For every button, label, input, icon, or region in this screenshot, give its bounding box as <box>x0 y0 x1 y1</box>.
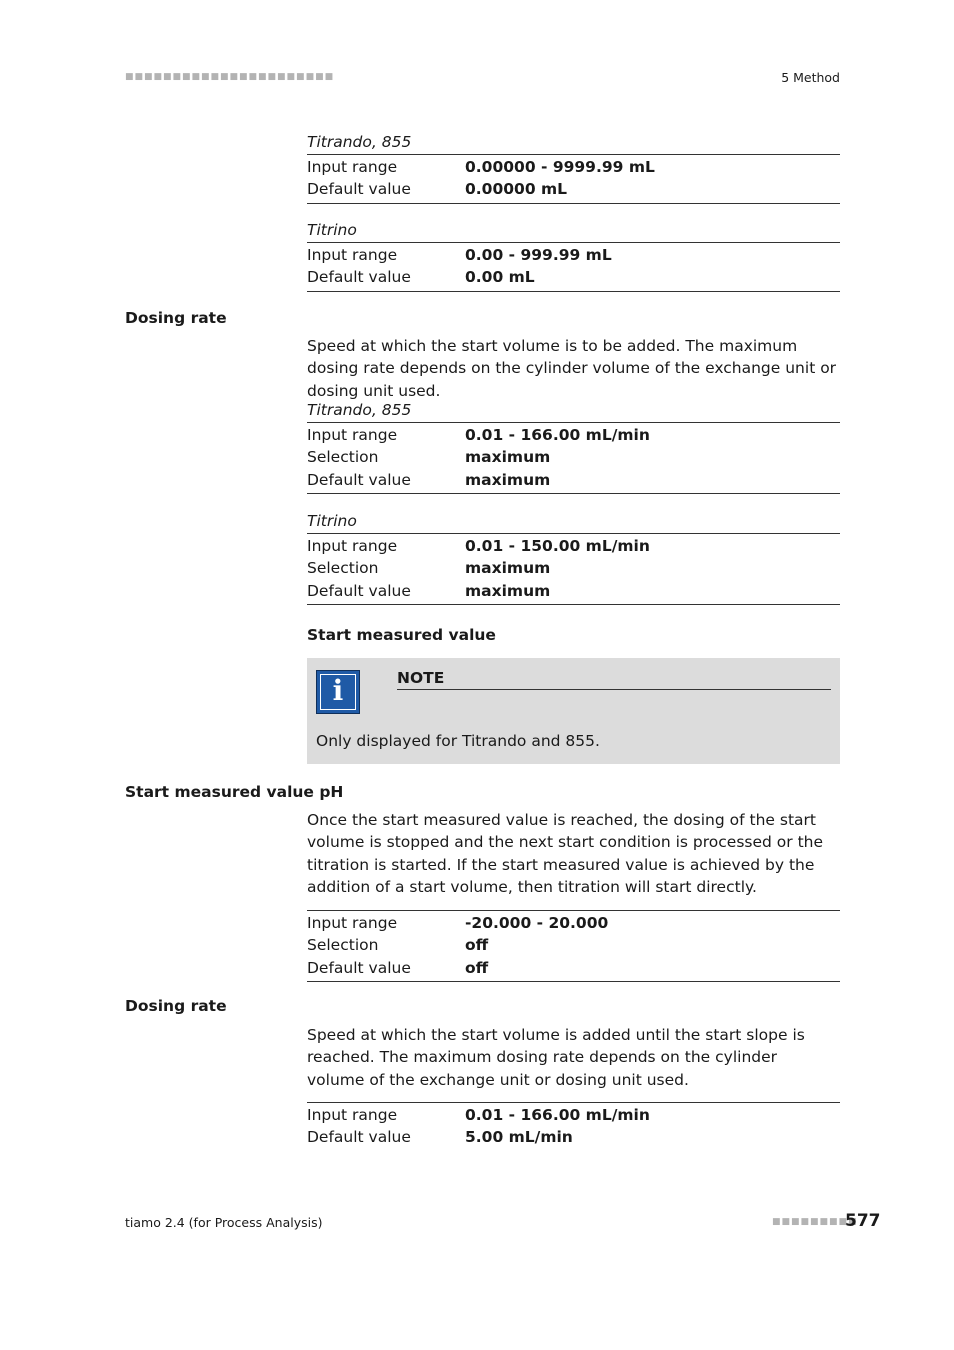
row-label: Default value <box>307 581 411 600</box>
row-label: Input range <box>307 426 398 444</box>
table-row <box>307 244 840 266</box>
row-value: maximum <box>465 470 551 489</box>
row-value: 0.00000 mL <box>465 180 568 199</box>
footer-decoration: ■■■■■■■■■ <box>772 1217 858 1227</box>
row-label: Input range <box>307 158 398 176</box>
row-label: Input range <box>307 1106 398 1124</box>
dosing-rate-heading: Dosing rate <box>125 309 227 327</box>
row-label: Input range <box>307 537 398 555</box>
row-label: Selection <box>307 559 379 578</box>
row-label: Default value <box>307 958 411 977</box>
row-label: Selection <box>307 448 379 467</box>
row-value: maximum <box>465 581 551 600</box>
info-icon <box>316 670 360 714</box>
table-row <box>307 266 840 288</box>
note-text: Only displayed for Titrando and 855. <box>316 732 600 750</box>
row-label: Selection <box>307 936 379 955</box>
info-icon-glyph: i <box>332 674 344 707</box>
chapter-title: 5 Method <box>781 70 840 85</box>
dosing-rate-description: Speed at which the start volume is to be added. The maximum dosing rate depends on the cylinder volume of the exchange unit or dosing unit used. <box>307 337 837 400</box>
row-value: off <box>465 936 489 955</box>
row-value: off <box>465 958 489 977</box>
start-measured-value-ph-table <box>307 910 840 982</box>
note-box <box>307 658 840 764</box>
table-caption: Titrino <box>307 512 357 530</box>
row-label: Default value <box>307 470 411 489</box>
table-row <box>307 934 840 956</box>
table-caption: Titrino <box>307 221 357 239</box>
table-caption: Titrando, 855 <box>307 401 412 419</box>
row-value: maximum <box>465 559 551 578</box>
start-measured-value-heading: Start measured value <box>307 626 496 644</box>
row-value: maximum <box>465 448 551 467</box>
table-row <box>307 178 840 200</box>
row-value: -20.000 - 20.000 <box>465 914 609 932</box>
table-row <box>307 446 840 468</box>
row-value: 0.01 - 166.00 mL/min <box>465 426 650 444</box>
dosing-rate-titrino-table <box>307 509 840 605</box>
row-label: Default value <box>307 1128 411 1147</box>
note-title: NOTE <box>397 667 831 690</box>
header-decoration: ■■■■■■■■■■■■■■■■■■■■■■ <box>125 72 335 82</box>
table-row <box>307 580 840 602</box>
footer-product-title: tiamo 2.4 (for Process Analysis) <box>125 1215 323 1230</box>
table-row <box>307 957 840 979</box>
table-row <box>307 557 840 579</box>
row-value: 0.00 - 999.99 mL <box>465 246 612 264</box>
start-volume-titrando-table <box>307 130 840 204</box>
table-row <box>307 424 840 446</box>
start-volume-titrino-table <box>307 218 840 292</box>
table-row <box>307 156 840 178</box>
table-row <box>307 1126 840 1148</box>
row-label: Default value <box>307 180 411 199</box>
page-number: 577 <box>845 1211 881 1231</box>
row-label: Input range <box>307 914 398 932</box>
table-row <box>307 912 840 934</box>
table-row <box>307 1104 840 1126</box>
dosing-rate-table-2 <box>307 1102 840 1151</box>
row-value: 5.00 mL/min <box>465 1128 573 1147</box>
row-value: 0.00 mL <box>465 268 535 287</box>
start-measured-value-ph-heading: Start measured value pH <box>125 783 344 801</box>
row-label: Input range <box>307 246 398 264</box>
table-row <box>307 535 840 557</box>
row-value: 0.00000 - 9999.99 mL <box>465 158 655 176</box>
table-row <box>307 469 840 491</box>
table-caption: Titrando, 855 <box>307 133 412 151</box>
start-measured-value-ph-description: Once the start measured value is reached, the dosing of the start volume is stopped and the next start condition is processed or the titration is started. If the start measured value is achieved by the addition of a start volume, then titration will start directly. <box>307 811 824 896</box>
row-value: 0.01 - 166.00 mL/min <box>465 1106 650 1124</box>
dosing-rate-heading-2: Dosing rate <box>125 997 227 1015</box>
dosing-rate-titrando-table <box>307 398 840 494</box>
row-label: Default value <box>307 268 411 287</box>
dosing-rate-description-2: Speed at which the start volume is added until the start slope is reached. The maximum dosing rate depends on the cylinder volume of the exchange unit or dosing unit used. <box>307 1026 805 1089</box>
row-value: 0.01 - 150.00 mL/min <box>465 537 650 555</box>
